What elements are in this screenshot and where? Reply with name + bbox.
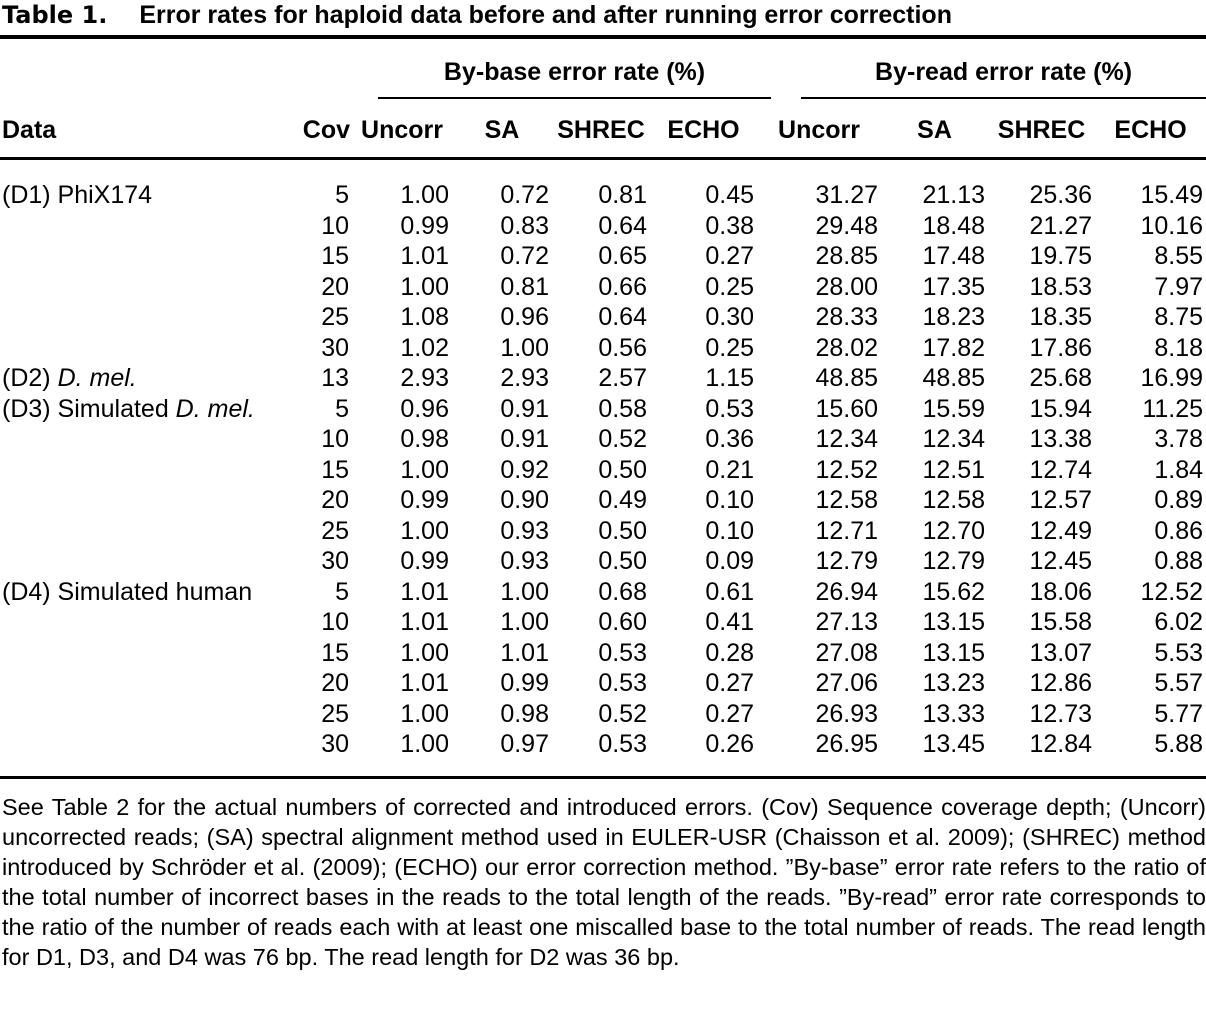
value-cell: 0.99 — [400, 486, 449, 514]
value-cell: 12.58 — [922, 486, 986, 514]
row-label-cell — [0, 333, 300, 364]
value-cell: 0.98 — [400, 425, 449, 453]
column-header-uncorr-by-base: Uncorr — [352, 99, 452, 159]
value-cell: 0.68 — [598, 577, 647, 606]
value-cell: 27.13 — [815, 608, 879, 636]
table-row — [0, 211, 1206, 242]
value-cell: 5.57 — [1154, 669, 1204, 697]
cov-cell: 10 — [321, 425, 349, 453]
value-cell: 1.00 — [400, 272, 449, 301]
cov-cell: 13 — [321, 364, 349, 392]
value-cell: 15.58 — [1029, 608, 1093, 636]
group-header-by-read-label: By-read error rate (%) — [875, 58, 1133, 86]
value-cell: 0.28 — [705, 638, 755, 667]
value-cell: 0.49 — [598, 486, 647, 514]
value-cell: 1.08 — [400, 303, 449, 331]
value-cell: 0.52 — [598, 699, 647, 728]
value-cell: 26.94 — [815, 577, 879, 606]
cov-cell: 5 — [335, 394, 349, 423]
value-cell: 0.99 — [400, 211, 449, 240]
value-cell: 25.36 — [1029, 181, 1093, 209]
value-cell: 0.41 — [705, 608, 755, 636]
value-cell: 18.06 — [1029, 577, 1093, 606]
value-cell: 8.75 — [1154, 303, 1204, 331]
value-cell: 0.53 — [598, 669, 647, 697]
table-row — [0, 455, 1206, 486]
value-cell: 0.50 — [598, 547, 647, 575]
value-cell: 0.50 — [598, 516, 647, 545]
column-header-data: Data — [0, 99, 300, 159]
value-cell: 0.53 — [598, 638, 647, 667]
value-cell: 0.60 — [598, 608, 647, 636]
value-cell: 12.57 — [1029, 486, 1093, 514]
value-cell: 0.89 — [1154, 486, 1204, 514]
value-cell: 12.70 — [922, 516, 986, 545]
row-label-cell — [0, 241, 300, 272]
value-cell: 0.65 — [598, 242, 647, 270]
value-cell: 15.94 — [1029, 394, 1093, 423]
value-cell: 13.15 — [922, 608, 986, 636]
value-cell: 0.72 — [500, 181, 549, 209]
value-cell: 27.06 — [815, 669, 879, 697]
value-cell: 12.34 — [815, 425, 879, 453]
value-cell: 5.88 — [1154, 730, 1204, 758]
value-cell: 0.27 — [705, 669, 755, 697]
value-cell: 15.62 — [922, 577, 986, 606]
table-row — [0, 699, 1206, 730]
cov-cell: 15 — [321, 638, 349, 667]
value-cell: 16.99 — [1140, 364, 1204, 392]
value-cell: 0.90 — [500, 486, 549, 514]
value-cell: 1.00 — [400, 455, 449, 484]
row-label-cell: (D1) PhiX174 — [2, 181, 153, 209]
value-cell: 0.27 — [705, 242, 755, 270]
value-cell: 0.93 — [500, 547, 549, 575]
value-cell: 5.53 — [1154, 638, 1204, 667]
table-title-text: Error rates for haploid data before and after running error correction — [139, 1, 952, 29]
table-row — [0, 668, 1206, 699]
value-cell: 12.74 — [1029, 455, 1093, 484]
table-row — [0, 577, 1206, 608]
row-label-cell — [0, 302, 300, 333]
group-header-by-read — [757, 37, 1206, 99]
value-cell: 1.01 — [400, 577, 449, 606]
table-row — [0, 363, 1206, 394]
value-cell: 13.38 — [1029, 425, 1093, 453]
group-header-row — [0, 37, 1206, 99]
value-cell: 0.27 — [705, 699, 755, 728]
cov-cell: 30 — [321, 730, 349, 758]
value-cell: 13.45 — [922, 730, 986, 758]
value-cell: 3.78 — [1154, 425, 1204, 453]
value-cell: 12.52 — [1140, 577, 1204, 606]
value-cell: 1.00 — [400, 181, 449, 209]
value-cell: 26.95 — [815, 730, 879, 758]
column-header-cov: Cov — [300, 99, 352, 159]
value-cell: 1.00 — [400, 516, 449, 545]
row-label-cell: (D4) Simulated human — [2, 577, 253, 606]
value-cell: 0.53 — [598, 730, 647, 758]
group-header-by-base — [352, 37, 757, 99]
value-cell: 27.08 — [815, 638, 879, 667]
value-cell: 0.56 — [598, 333, 647, 362]
value-cell: 0.64 — [598, 303, 647, 331]
value-cell: 0.26 — [705, 730, 755, 758]
value-cell: 18.35 — [1029, 303, 1093, 331]
table-row — [0, 302, 1206, 333]
table-row — [0, 424, 1206, 455]
row-label-cell — [0, 516, 300, 547]
row-label-cell: (D2) D. mel. — [2, 364, 137, 392]
table-number-label: Table 1. — [2, 1, 108, 29]
value-cell: 1.00 — [500, 577, 549, 606]
table-body — [0, 159, 1206, 778]
group-header-by-base-label: By-base error rate (%) — [443, 58, 706, 86]
value-cell: 12.73 — [1029, 699, 1093, 728]
value-cell: 12.84 — [1029, 730, 1093, 758]
cov-cell: 5 — [335, 577, 349, 606]
value-cell: 13.15 — [922, 638, 986, 667]
value-cell: 1.01 — [400, 608, 449, 636]
column-header-sa-by-base: SA — [452, 99, 552, 159]
table-row — [0, 485, 1206, 516]
row-label-cell: (D3) Simulated D. mel. — [2, 394, 255, 423]
value-cell: 0.72 — [500, 242, 549, 270]
value-cell: 12.49 — [1029, 516, 1093, 545]
column-header-sa-by-read: SA — [881, 99, 988, 159]
value-cell: 0.88 — [1154, 547, 1204, 575]
cov-cell: 20 — [321, 272, 349, 301]
value-cell: 0.09 — [705, 547, 755, 575]
column-header-shrec-by-read: SHREC — [988, 99, 1095, 159]
row-label-cell — [0, 424, 300, 455]
value-cell: 0.98 — [500, 699, 549, 728]
table-row — [0, 241, 1206, 272]
value-cell: 11.25 — [1142, 394, 1204, 423]
value-cell: 0.96 — [400, 394, 449, 423]
value-cell: 48.85 — [922, 364, 986, 392]
row-label-cell — [0, 455, 300, 486]
value-cell: 18.53 — [1029, 272, 1093, 301]
row-label-cell — [0, 699, 300, 730]
value-cell: 12.45 — [1029, 547, 1093, 575]
value-cell: 5.77 — [1154, 699, 1204, 728]
value-cell: 12.71 — [815, 516, 879, 545]
table-row — [0, 333, 1206, 364]
value-cell: 0.30 — [705, 303, 755, 331]
value-cell: 17.48 — [922, 242, 986, 270]
row-label-cell — [0, 638, 300, 669]
value-cell: 13.23 — [922, 669, 986, 697]
value-cell: 12.58 — [815, 486, 879, 514]
value-cell: 0.10 — [705, 516, 755, 545]
cov-cell: 30 — [321, 333, 349, 362]
value-cell: 0.66 — [598, 272, 647, 301]
cov-cell: 20 — [321, 486, 349, 514]
value-cell: 0.52 — [598, 425, 647, 453]
value-cell: 31.27 — [815, 181, 879, 209]
column-header-shrec-by-base: SHREC — [552, 99, 650, 159]
value-cell: 0.81 — [598, 181, 647, 209]
value-cell: 2.93 — [500, 364, 549, 392]
value-cell: 1.00 — [400, 730, 449, 758]
value-cell: 0.86 — [1154, 516, 1204, 545]
value-cell: 15.60 — [815, 394, 879, 423]
value-cell: 7.97 — [1154, 272, 1204, 301]
value-cell: 29.48 — [815, 211, 879, 240]
cov-cell: 30 — [321, 547, 349, 575]
cov-cell: 20 — [321, 669, 349, 697]
value-cell: 17.82 — [922, 333, 986, 362]
value-cell: 0.38 — [705, 211, 755, 240]
cov-cell: 10 — [321, 608, 349, 636]
table-row — [0, 546, 1206, 577]
value-cell: 0.92 — [500, 455, 549, 484]
group-header-spacer — [0, 37, 352, 99]
value-cell: 17.86 — [1029, 333, 1093, 362]
row-label-italic: D. mel. — [57, 364, 137, 392]
value-cell: 48.85 — [815, 364, 879, 392]
value-cell: 15.49 — [1140, 181, 1204, 209]
table-row — [0, 159, 1206, 211]
cov-cell: 15 — [321, 242, 349, 270]
table-row — [0, 516, 1206, 547]
value-cell: 0.97 — [500, 730, 549, 758]
value-cell: 17.35 — [922, 272, 986, 301]
value-cell: 8.18 — [1154, 333, 1204, 362]
value-cell: 0.58 — [598, 394, 647, 423]
value-cell: 0.50 — [598, 455, 647, 484]
cov-cell: 25 — [321, 516, 349, 545]
row-label-cell — [0, 668, 300, 699]
value-cell: 0.81 — [500, 272, 549, 301]
cov-cell: 10 — [321, 211, 349, 240]
value-cell: 10.16 — [1140, 211, 1204, 240]
value-cell: 1.01 — [400, 669, 449, 697]
table-title — [0, 0, 1206, 35]
value-cell: 12.86 — [1029, 669, 1093, 697]
value-cell: 0.99 — [500, 669, 549, 697]
table-row — [0, 638, 1206, 669]
row-label-cell — [0, 272, 300, 303]
row-label-italic: D. mel. — [175, 394, 255, 423]
table-row — [0, 394, 1206, 425]
value-cell: 13.07 — [1029, 638, 1093, 667]
value-cell: 0.36 — [705, 425, 755, 453]
row-label-cell — [0, 485, 300, 516]
value-cell: 0.45 — [705, 181, 755, 209]
value-cell: 0.99 — [400, 547, 449, 575]
row-label-cell — [0, 211, 300, 242]
value-cell: 18.23 — [922, 303, 986, 331]
value-cell: 15.59 — [922, 394, 986, 423]
value-cell: 1.01 — [500, 638, 549, 667]
value-cell: 0.91 — [500, 394, 549, 423]
row-label-cell — [0, 546, 300, 577]
value-cell: 28.02 — [815, 333, 879, 362]
value-cell: 28.85 — [815, 242, 879, 270]
value-cell: 21.27 — [1029, 211, 1093, 240]
value-cell: 0.61 — [705, 577, 755, 606]
value-cell: 0.93 — [500, 516, 549, 545]
value-cell: 26.93 — [815, 699, 879, 728]
value-cell: 0.96 — [500, 303, 549, 331]
value-cell: 2.57 — [598, 364, 647, 392]
value-cell: 18.48 — [922, 211, 986, 240]
value-cell: 12.51 — [922, 455, 986, 484]
column-header-uncorr-by-read: Uncorr — [757, 99, 881, 159]
value-cell: 0.64 — [598, 211, 647, 240]
table-footnote: See Table 2 for the actual numbers of corrected and introduced errors. (Cov) Sequence coverage depth; (Uncorr) uncorrected reads; (SA) spectral alignment method used in EULER-USR (Chaisson et al. 2009); (SHREC) method introduced by Schröder et al. (2009); (ECHO) our error correction method. ”By-base” error rate refers to the ratio of the total number of incorrect bases in the reads to the total length of the reads. ”By-read” error rate corresponds to the ratio of the number of reads each with at least one miscalled base to the total number of reads. The read length for D1, D3, and D4 was 76 bp. The read length for D2 was 36 bp. — [2, 793, 1206, 970]
value-cell: 1.00 — [400, 699, 449, 728]
value-cell: 13.33 — [922, 699, 986, 728]
value-cell: 28.00 — [815, 272, 879, 301]
value-cell: 1.84 — [1154, 455, 1204, 484]
value-cell: 1.00 — [500, 333, 549, 362]
cov-cell: 25 — [321, 303, 349, 331]
value-cell: 0.83 — [500, 211, 549, 240]
value-cell: 25.68 — [1029, 364, 1093, 392]
value-cell: 28.33 — [815, 303, 879, 331]
value-cell: 2.93 — [400, 364, 449, 392]
value-cell: 1.00 — [400, 638, 449, 667]
value-cell: 0.10 — [705, 486, 755, 514]
value-cell: 0.25 — [705, 333, 755, 362]
table-row — [0, 272, 1206, 303]
value-cell: 0.25 — [705, 272, 755, 301]
value-cell: 12.52 — [815, 455, 879, 484]
table-row — [0, 729, 1206, 777]
table-row — [0, 607, 1206, 638]
column-header-row — [0, 99, 1206, 159]
error-rates-table — [0, 35, 1206, 779]
row-label-cell — [0, 729, 300, 777]
column-header-echo-by-base: ECHO — [650, 99, 757, 159]
cov-cell: 25 — [321, 699, 349, 728]
value-cell: 12.79 — [815, 547, 879, 575]
row-label-cell — [0, 607, 300, 638]
value-cell: 12.34 — [922, 425, 986, 453]
cov-cell: 15 — [321, 455, 349, 484]
value-cell: 1.01 — [400, 242, 449, 270]
value-cell: 19.75 — [1029, 242, 1093, 270]
value-cell: 12.79 — [922, 547, 986, 575]
value-cell: 0.53 — [705, 394, 755, 423]
value-cell: 0.21 — [705, 455, 755, 484]
value-cell: 8.55 — [1154, 242, 1204, 270]
value-cell: 1.15 — [705, 364, 755, 392]
value-cell: 6.02 — [1154, 608, 1204, 636]
value-cell: 1.02 — [400, 333, 449, 362]
value-cell: 0.91 — [500, 425, 549, 453]
value-cell: 1.00 — [500, 608, 549, 636]
value-cell: 21.13 — [922, 181, 986, 209]
cov-cell: 5 — [335, 181, 349, 209]
column-header-echo-by-read: ECHO — [1095, 99, 1206, 159]
